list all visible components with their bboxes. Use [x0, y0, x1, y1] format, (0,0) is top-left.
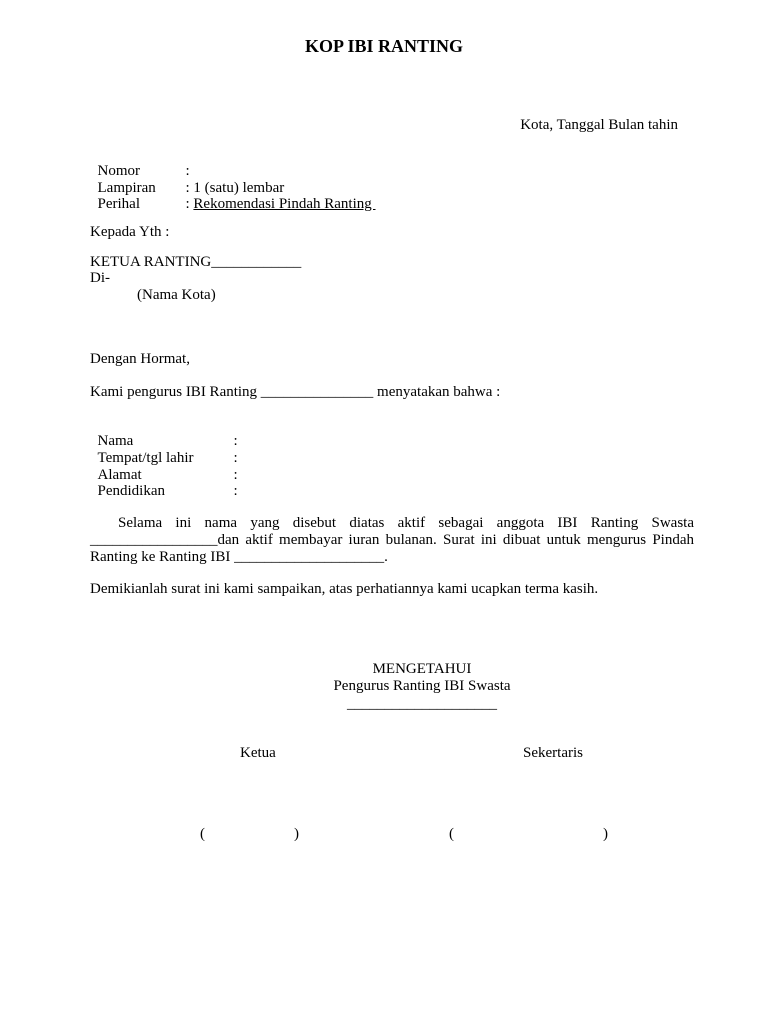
identity-value: : — [233, 467, 238, 483]
identity-value: : — [233, 483, 238, 499]
signature-title-sekertaris: Sekertaris — [523, 745, 583, 761]
meta-value: : 1 (satu) lembar — [185, 180, 285, 196]
approval-signature-line: ____________________ — [347, 696, 497, 712]
meta-value-subject: Rekomendasi Pindah Ranting — [193, 196, 376, 212]
identity-label: Pendidikan — [97, 483, 165, 499]
intro-line: Kami pengurus IBI Ranting _______________ menyatakan bahwa : — [90, 384, 501, 400]
recipient-city: (Nama Kota) — [137, 287, 216, 303]
greeting: Dengan Hormat, — [90, 351, 190, 367]
identity-value: : — [233, 450, 238, 466]
closing-line: Demikianlah surat ini kami sampaikan, atas perhatiannya kami ucapkan terma kasih. — [90, 581, 599, 597]
meta-label: Lampiran — [97, 180, 156, 196]
signature-title-ketua: Ketua — [240, 745, 276, 761]
identity-label: Alamat — [97, 467, 142, 483]
body-paragraph-text: Selama ini nama yang disebut diatas aktif sebagai anggota IBI Ranting Swasta _________________dan aktif membayar iuran bulanan. Surat ini dibuat untuk mengurus Pindah Ranting ke Ranting IBI ____________________. — [90, 515, 694, 565]
recipient-to: Kepada Yth : — [90, 224, 170, 240]
dateline: Kota, Tanggal Bulan tahin — [520, 117, 678, 133]
identity-label: Tempat/tgl lahir — [97, 450, 194, 466]
approval-org: Pengurus Ranting IBI Swasta — [333, 678, 511, 694]
approval-heading: MENGETAHUI — [372, 661, 472, 677]
meta-row-perihal — [90, 179, 376, 213]
meta-colon: : — [185, 196, 194, 212]
signature-right-close-paren: ) — [603, 826, 608, 842]
recipient-name: KETUA RANTING____________ — [90, 254, 302, 270]
meta-label: Perihal — [97, 196, 140, 212]
identity-value: : — [233, 433, 238, 449]
letter-title: KOP IBI RANTING — [304, 36, 464, 56]
signature-left-close-paren: ) — [294, 826, 299, 842]
recipient-di: Di- — [90, 270, 110, 286]
meta-value: : — [185, 163, 190, 179]
body-paragraph — [90, 515, 694, 566]
identity-label: Nama — [97, 433, 134, 449]
signature-left-open-paren: ( — [200, 826, 205, 842]
signature-right-open-paren: ( — [449, 826, 454, 842]
meta-label: Nomor — [97, 163, 140, 179]
identity-row-pendidikan — [90, 466, 238, 500]
